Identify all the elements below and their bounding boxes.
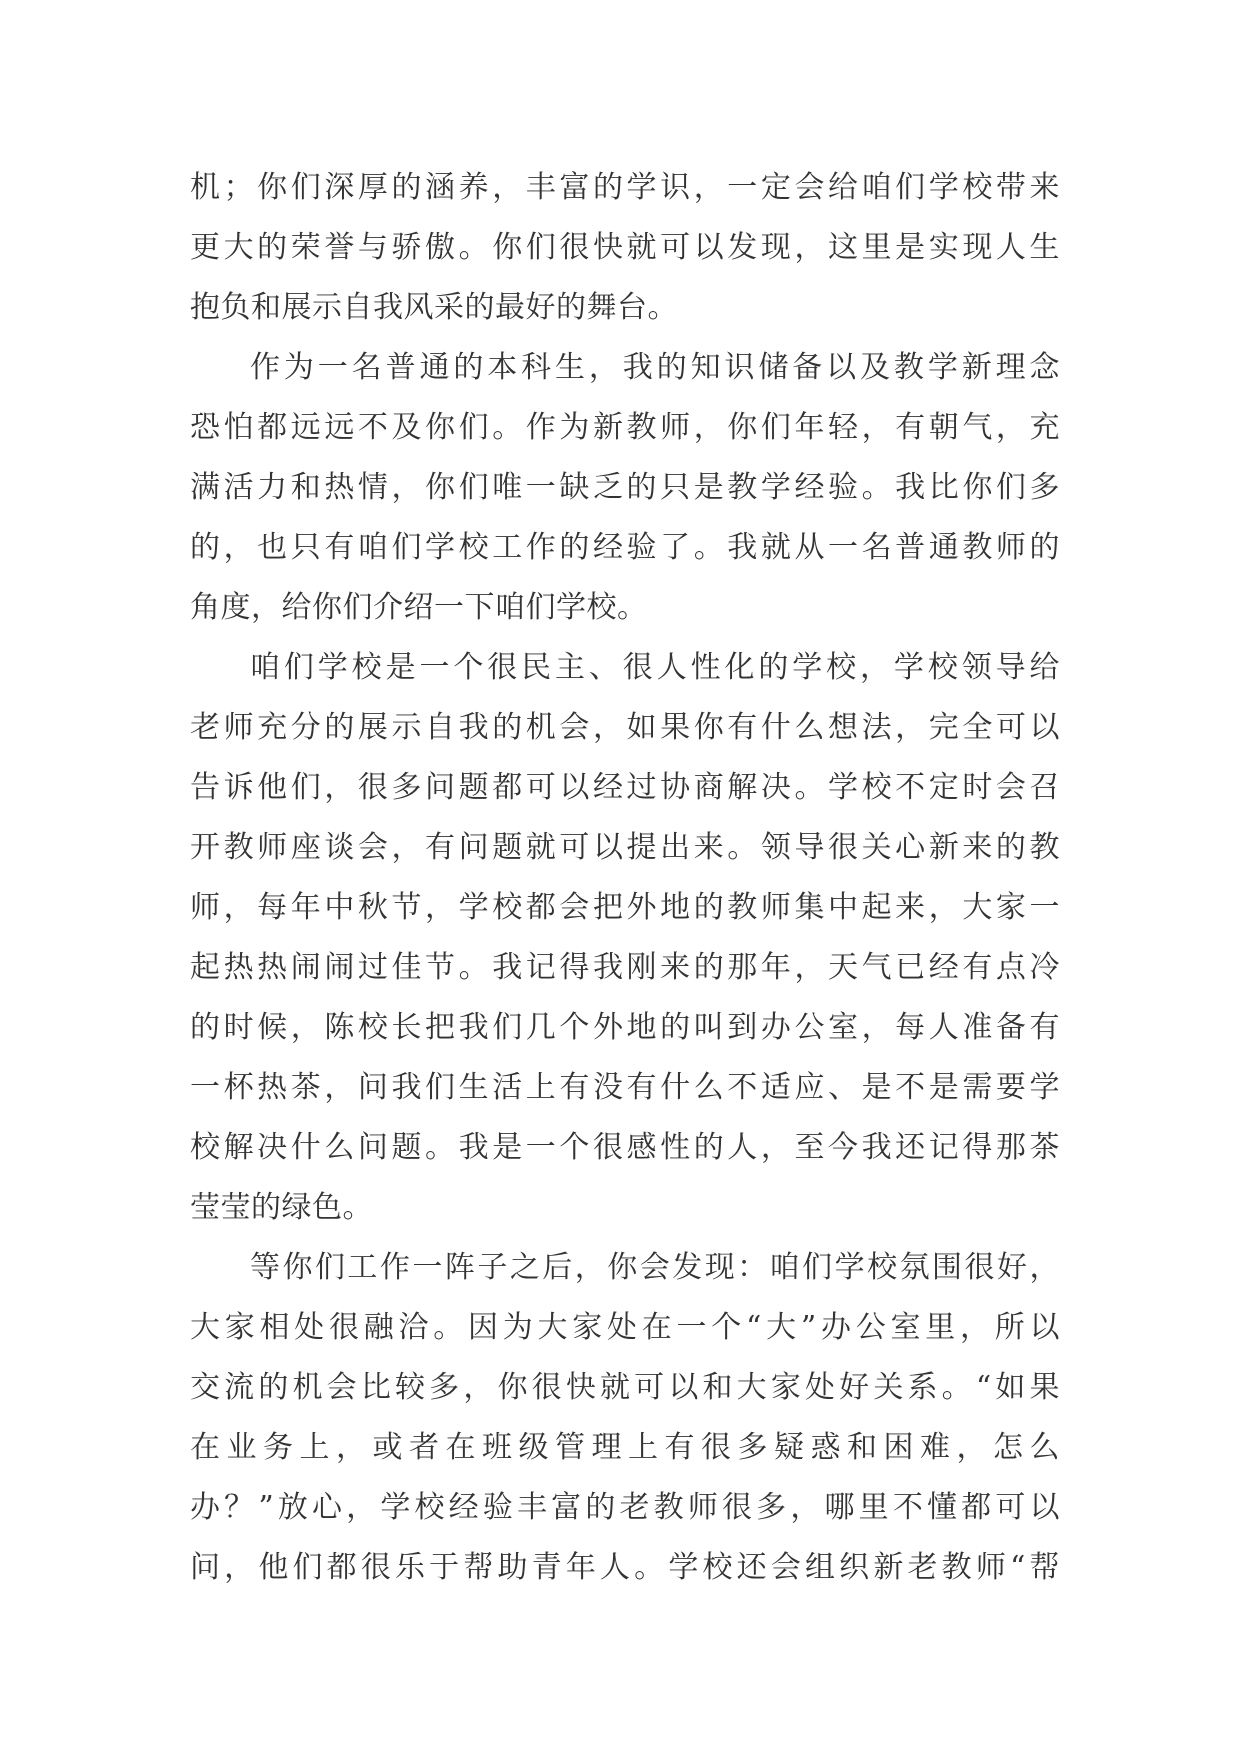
text-line: 的，也只有咱们学校工作的经验了。我就从一名普通教师的: [190, 530, 1060, 565]
text-line: 在业务上，或者在班级管理上有很多疑惑和困难，怎么: [190, 1430, 1060, 1465]
text-line: 抱负和展示自我风采的最好的舞台。: [190, 290, 678, 325]
text-line: 告诉他们，很多问题都可以经过协商解决。学校不定时会召: [190, 770, 1060, 805]
text-line: 交流的机会比较多，你很快就可以和大家处好关系。“如果: [190, 1370, 1060, 1405]
body-text: [190, 158, 1060, 1598]
text-line: 起热热闹闹过佳节。我记得我刚来的那年，天气已经有点冷: [190, 950, 1060, 985]
text-line: 校解决什么问题。我是一个很感性的人，至今我还记得那茶: [190, 1130, 1060, 1165]
text-line: 老师充分的展示自我的机会，如果你有什么想法，完全可以: [190, 710, 1060, 745]
text-line: 恐怕都远远不及你们。作为新教师，你们年轻，有朝气，充: [190, 410, 1060, 445]
text-line: 莹莹的绿色。: [190, 1190, 373, 1225]
text-line: 角度，给你们介绍一下咱们学校。: [190, 590, 648, 625]
text-line: 满活力和热情，你们唯一缺乏的只是教学经验。我比你们多: [190, 470, 1060, 505]
text-line: 问，他们都很乐于帮助青年人。学校还会组织新老教师“帮: [190, 1550, 1060, 1585]
text-line: 作为一名普通的本科生，我的知识储备以及教学新理念: [250, 350, 1060, 385]
text-line: 咱们学校是一个很民主、很人性化的学校，学校领导给: [250, 650, 1060, 685]
text-line: 更大的荣誉与骄傲。你们很快就可以发现，这里是实现人生: [190, 230, 1060, 265]
text-line: 机；你们深厚的涵养，丰富的学识，一定会给咱们学校带来: [190, 170, 1060, 205]
text-line: 的时候，陈校长把我们几个外地的叫到办公室，每人准备有: [190, 1010, 1060, 1045]
text-line: 办？”放心，学校经验丰富的老教师很多，哪里不懂都可以: [190, 1490, 1060, 1525]
text-line: 等你们工作一阵子之后，你会发现：咱们学校氛围很好，: [250, 1250, 1060, 1285]
text-line: 大家相处很融洽。因为大家处在一个“大”办公室里，所以: [190, 1310, 1060, 1345]
text-line: 开教师座谈会，有问题就可以提出来。领导很关心新来的教: [190, 830, 1060, 865]
text-line: 一杯热茶，问我们生活上有没有什么不适应、是不是需要学: [190, 1070, 1060, 1105]
text-line: 师，每年中秋节，学校都会把外地的教师集中起来，大家一: [190, 890, 1060, 925]
